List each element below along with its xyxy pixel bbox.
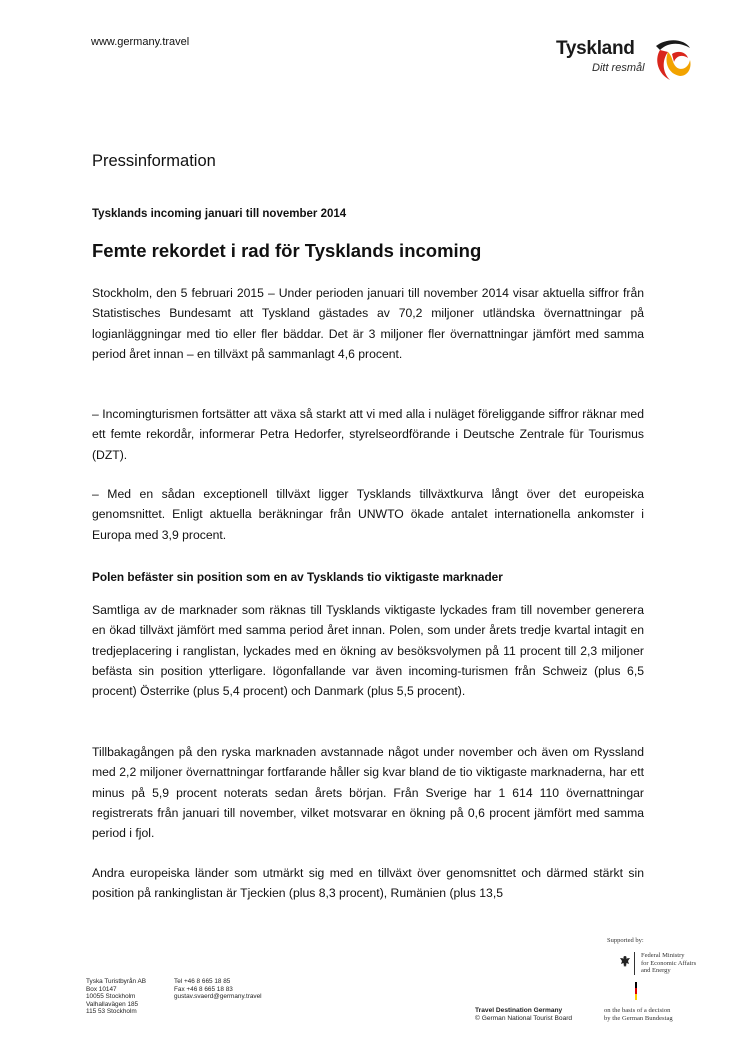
german-flag-stripe-icon <box>635 982 637 1000</box>
subheading: Tysklands incoming januari till november 2014 <box>92 208 347 220</box>
paragraph: Samtliga av de marknader som räknas till Tysklands viktigaste lyckades fram till november generera en ökad tillväxt jämfört med samma period året innan. Polen, som under årets tredje kvartal intagit en tredjeplacering i ranglistan, lyckades med en ökning av besöksvolymen på 11 procent till 2,3 miljoner befästa sin position ytterligare. Iögonfallande var även incoming-turismen från Schweiz (plus 6,5 procent) Österrike (plus 5,4 procent) och Danmark (plus 5,5 procent). <box>92 603 644 699</box>
tyskland-logo <box>548 34 698 90</box>
bundestag-note: on the basis of a decision by the German Bundestag <box>604 1007 673 1022</box>
paragraph: – Med en sådan exceptionell tillväxt ligger Tysklands tillväxtkurva långt över det europeiska genomsnittet. Enligt aktuella beräkningar från UNWTO ökade antalet internationella ankomster i Europa med 3,9 procent. <box>92 487 644 542</box>
website-url[interactable]: www.germany.travel <box>91 36 190 48</box>
logo-subtitle: Ditt resmål <box>592 62 645 74</box>
logo-swirl-icon <box>650 36 694 84</box>
contact-email-link[interactable]: gustav.svaerd@germany.travel <box>174 993 262 1001</box>
paragraph: Tillbakagången på den ryska marknaden avstannade något under november och även om Ryssland med 2,2 miljoner övernattningar fortfarande håller sig kvar bland de tio viktigaste marknaderna, har ett minus på 5,9 procent noterats sedan årets början. Från Sverige har 1 614 110 övernattningar registrerats från januari till november, vilket motsvarar en ökning på 0,6 procent jämfört med samma period i fjol. <box>92 745 644 841</box>
federal-eagle-icon <box>619 955 631 969</box>
document-type: Pressinformation <box>92 152 216 170</box>
footer-address: Tyska Turistbyrån AB Box 10147 10055 Stockholm Valhallavägen 185 115 53 Stockholm <box>86 978 147 1016</box>
paragraph: Stockholm, den 5 februari 2015 – Under perioden januari till november 2014 visar aktuella siffror från Statistisches Bundesamt att Tyskland gästades av 70,2 miljoner utländska övernattningar på logianläggningar med tio eller fler bäddar. Det är 3 miljoner fler övernattningar jämfört med samma period året innan – en tillväxt på sammanlagt 4,6 procent. <box>92 286 644 361</box>
supported-by-label: Supported by: <box>607 937 644 944</box>
headline: Femte rekordet i rad för Tysklands incoming <box>92 240 482 261</box>
ministry-label: Federal Ministry for Economic Affairs and Energy <box>634 952 696 975</box>
tdg-label: Travel Destination Germany © German National Tourist Board <box>475 1007 573 1022</box>
section-heading: Polen befäster sin position som en av Tysklands tio viktigaste marknader <box>92 570 503 584</box>
paragraph: Andra europeiska länder som utmärkt sig med en tillväxt över genomsnittet och därmed stärkt sin position på rankinglistan är Tjeckien (plus 8,3 procent), Rumänien (plus 13,5 <box>92 866 644 901</box>
paragraph: – Incomingturismen fortsätter att växa så starkt att vi med alla i nuläget föreliggande siffror räknar med ett femte rekordår, informerar Petra Hedorfer, styrelseordförande i Deutsche Zentrale für Tourismus (DZT). <box>92 407 644 462</box>
footer-contact: Tel +46 8 665 18 85 Fax +46 8 665 18 83 gustav.svaerd@germany.travel <box>174 978 262 1001</box>
logo-title: Tyskland <box>556 38 635 59</box>
